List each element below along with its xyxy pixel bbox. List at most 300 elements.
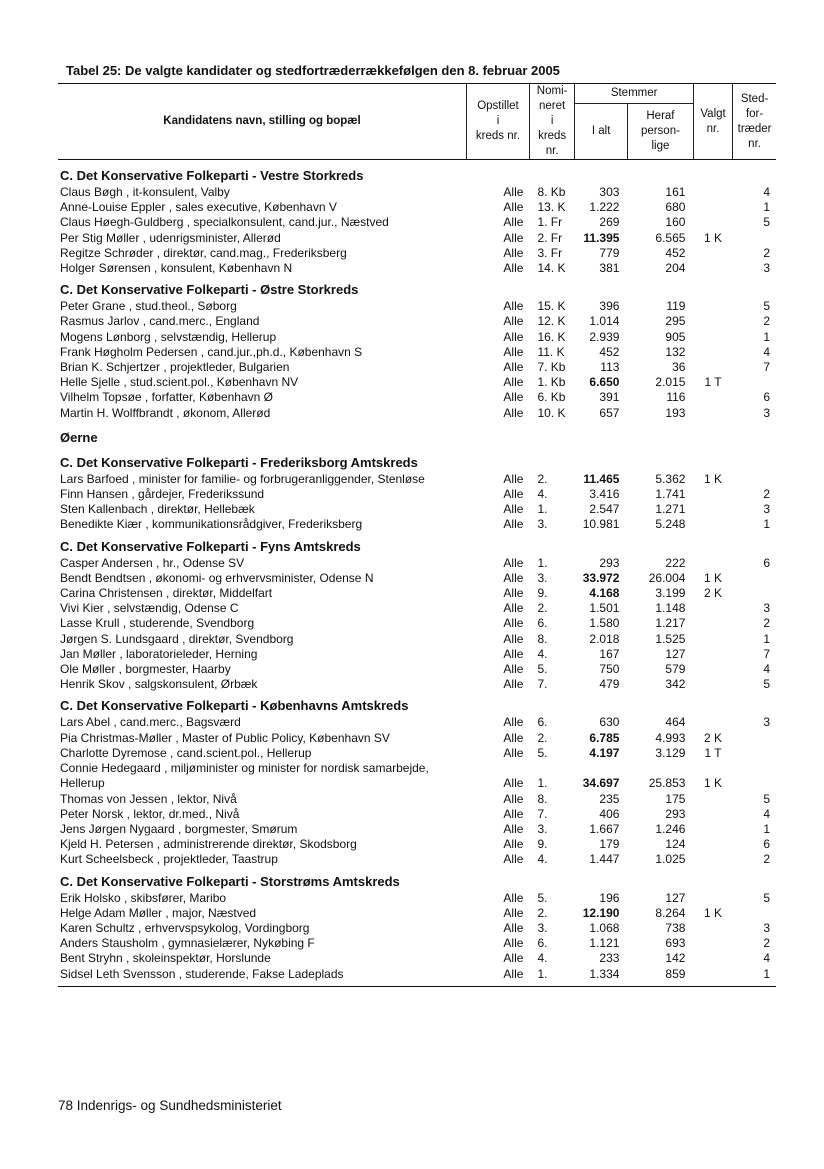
stedfortraeder-cell: 4 [763,344,770,359]
stedfortraeder-cell: 2 [763,936,770,951]
stedfortraeder-cell: 4 [763,806,770,821]
party-heading: C. Det Konservative Folkeparti - Østre Storkreds [60,282,359,298]
opstillet-cell: Alle [503,261,524,276]
nomineret-cell: 9. [537,837,548,852]
votes-total-cell: 4.168 [589,586,620,601]
candidate-name-cell: Rasmus Jarlov , cand.merc., England [60,314,260,329]
stedfortraeder-cell: 1 [763,821,770,836]
candidate-row [58,746,776,761]
votes-personal-cell: 1.741 [655,487,686,502]
candidate-name-cell: Regitze Schrøder , direktør, cand.mag., Frederiksberg [60,245,347,260]
votes-total-cell: 406 [599,806,620,821]
votes-personal-cell: 1.148 [655,601,686,616]
party-heading-row [58,692,776,715]
opstillet-cell: Alle [503,360,524,375]
opstillet-cell [467,761,530,776]
votes-total-cell: 303 [599,185,620,199]
votes-total-cell: 381 [599,261,620,276]
valgt-cell [693,406,732,421]
nomineret-cell: 3. [537,920,548,935]
candidate-name-cell: Vivi Kier , selvstændig, Odense C [60,601,239,616]
valgt-cell: 1 K [704,570,723,585]
valgt-cell [693,792,732,807]
opstillet-cell: Alle [503,471,524,486]
stedfortraeder-cell: 2 [763,852,770,867]
candidate-name-cell: Claus Høegh-Guldberg , specialkonsulent, cand.jur., Næstved [60,215,389,230]
candidate-name-cell: Karen Schultz , erhvervspsykolog, Vordingborg [60,920,310,935]
valgt-cell: 1 T [704,745,722,760]
candidate-row [58,556,776,571]
stedfortraeder-cell: 3 [763,502,770,517]
valgt-cell [693,200,732,215]
votes-personal-cell: 161 [665,185,686,199]
stedfortraeder-cell: 5 [763,299,770,314]
votes-personal-cell: 127 [665,646,686,661]
candidate-row [58,731,776,746]
valgt-cell [693,185,732,200]
valgt-cell [693,967,732,982]
votes-personal-cell: 193 [665,405,686,420]
opstillet-cell: Alle [503,601,524,616]
opstillet-cell: Alle [503,791,524,806]
stedfortraeder-cell [733,375,776,390]
opstillet-cell: Alle [503,730,524,745]
votes-total-cell: 2.018 [589,631,620,646]
votes-personal-cell: 124 [665,837,686,852]
stedfortraeder-cell: 1 [763,200,770,215]
votes-total-cell: 750 [599,662,620,677]
candidate-name-cell: Charlotte Dyremose , cand.scient.pol., Hellerup [60,745,312,760]
opstillet-cell: Alle [503,215,524,230]
candidates-table [58,83,776,982]
valgt-cell: 1 K [704,905,723,920]
valgt-cell [693,936,732,951]
nomineret-cell: 2. [537,730,548,745]
nomineret-cell: 5. [537,745,548,760]
nomineret-cell [529,761,574,776]
valgt-cell: 1 K [704,230,723,245]
votes-personal-cell: 119 [666,299,686,314]
candidate-name-cell: Brian K. Schjertzer , projektleder, Bulgarien [60,360,290,375]
votes-personal-cell: 295 [665,314,686,329]
bottom-rule [58,986,776,987]
opstillet-cell: Alle [503,905,524,920]
candidate-name-cell: Sten Kallenbach , direktør, Hellebæk [60,502,255,517]
opstillet-cell: Alle [503,314,524,329]
votes-total-cell: 179 [599,837,620,852]
candidate-row [58,837,776,852]
candidate-name-cell: Carina Christensen , direktør, Middelfart [60,586,273,601]
votes-total-cell: 1.667 [589,821,620,836]
stedfortraeder-cell: 2 [763,314,770,329]
nomineret-cell: 6. Kb [537,390,566,405]
nomineret-cell: 6. [537,616,548,631]
opstillet-cell: Alle [503,390,524,405]
candidate-name-cell: Sidsel Leth Svensson , studerende, Fakse Ladeplads [60,966,344,981]
candidate-row [58,345,776,360]
candidate-name-cell: Holger Sørensen , konsulent, København N [60,261,293,276]
candidate-row [58,406,776,421]
votes-personal-cell: 204 [665,261,686,276]
votes-personal-cell: 8.264 [655,905,686,920]
table-header [58,84,776,160]
stedfortraeder-cell: 5 [763,215,770,230]
candidate-row [58,906,776,921]
opstillet-cell: Alle [503,890,524,905]
region-heading: Øerne [60,429,98,445]
candidate-name-cell: Kjeld H. Petersen , administrerende direktør, Skodsborg [60,837,357,852]
candidate-row [58,792,776,807]
votes-personal-cell: 859 [665,966,686,981]
valgt-cell [693,556,732,571]
stedfortraeder-cell [733,906,776,921]
votes-personal-cell: 5.248 [655,517,686,532]
candidate-name-cell: Pia Christmas-Møller , Master of Public Policy, København SV [60,730,390,745]
nomineret-cell: 16. K [537,329,566,344]
valgt-cell [693,517,732,532]
votes-total-cell: 167 [599,646,620,661]
opstillet-cell: Alle [503,662,524,677]
votes-total-cell: 452 [599,344,620,359]
opstillet-cell: Alle [503,715,524,730]
candidate-name-cell: Bendt Bendtsen , økonomi- og erhvervsminister, Odense N [60,570,374,585]
candidate-row [58,616,776,631]
votes-total-cell: 4.197 [589,745,620,760]
candidate-row [58,299,776,314]
valgt-cell [693,807,732,822]
opstillet-cell: Alle [503,344,524,359]
opstillet-cell: Alle [503,806,524,821]
valgt-cell [693,261,732,276]
stedfortraeder-cell: 7 [763,360,770,375]
stedfortraeder-cell: 3 [763,405,770,420]
valgt-cell [693,601,732,616]
stedfortraeder-cell [733,776,776,791]
candidate-row [58,921,776,936]
stedfortraeder-cell: 6 [763,837,770,852]
header-name: Kandidatens navn, stilling og bopæl [58,84,467,160]
votes-personal-cell: 142 [665,951,686,966]
votes-total-cell: 2.939 [589,329,620,344]
nomineret-cell: 8. Kb [537,185,566,199]
header-stedfortraeder: Sted- for- træder nr. [733,84,776,160]
valgt-cell: 1 K [704,471,723,486]
valgt-cell [693,360,732,375]
votes-total-cell: 391 [599,390,620,405]
party-heading-row [58,533,776,556]
candidate-name-cell: Casper Andersen , hr., Odense SV [60,555,245,570]
votes-personal-cell: 464 [665,715,686,730]
candidate-name-cell: Per Stig Møller , udenrigsminister, Allerød [60,230,281,245]
stedfortraeder-cell: 6 [763,390,770,405]
nomineret-cell: 3. [537,570,548,585]
nomineret-cell: 1. [537,502,548,517]
votes-total-cell: 33.972 [582,570,620,585]
votes-total-cell: 396 [599,299,620,314]
party-heading-row [58,160,776,186]
votes-personal-cell: 160 [665,215,686,230]
candidate-name-cell: Erik Holsko , skibsfører, Maribo [60,890,227,905]
stedfortraeder-cell: 3 [763,920,770,935]
candidate-name-cell: Lasse Krull , studerende, Svendborg [60,616,255,631]
candidate-name-cell: Mogens Lønborg , selvstændig, Hellerup [60,329,277,344]
votes-total-cell: 630 [599,715,620,730]
stedfortraeder-cell [733,761,776,776]
nomineret-cell: 1. Fr [537,215,563,230]
votes-total-cell: 11.395 [583,230,620,245]
valgt-cell [693,891,732,906]
opstillet-cell: Alle [503,936,524,951]
nomineret-cell: 11. K [537,344,565,359]
votes-total-cell: 1.447 [589,852,620,867]
opstillet-cell: Alle [503,517,524,532]
stedfortraeder-cell: 2 [763,487,770,502]
votes-personal-cell: 116 [666,390,686,405]
votes-personal-cell: 36 [672,360,686,375]
nomineret-cell: 8. [537,631,548,646]
nomineret-cell: 13. K [537,200,566,215]
header-ialt: I alt [575,103,628,160]
candidate-row [58,200,776,215]
candidate-name-cell: Frank Høgholm Pedersen , cand.jur.,ph.d., København S [60,344,363,359]
valgt-cell [693,647,732,662]
stedfortraeder-cell: 4 [763,951,770,966]
votes-total-cell: 6.650 [589,375,620,390]
candidate-name-cell: Kurt Scheelsbeck , projektleder, Taastrup [60,852,278,867]
votes-total-cell: 196 [599,890,620,905]
candidate-row [58,487,776,502]
votes-personal-cell: 4.993 [655,730,686,745]
candidate-row [58,502,776,517]
nomineret-cell: 12. K [537,314,566,329]
opstillet-cell: Alle [503,646,524,661]
candidate-row [58,314,776,329]
votes-personal-cell [627,761,693,776]
stedfortraeder-cell: 1 [763,329,770,344]
stedfortraeder-cell [733,586,776,601]
candidate-name-cell: Finn Hansen , gårdejer, Frederikssund [60,487,265,502]
nomineret-cell: 5. [537,662,548,677]
nomineret-cell: 5. [537,890,548,905]
valgt-cell [693,632,732,647]
votes-personal-cell: 579 [665,662,686,677]
votes-total-cell: 1.501 [589,601,620,616]
candidate-row [58,967,776,982]
valgt-cell: 1 T [704,375,722,390]
valgt-cell [693,299,732,314]
votes-total-cell: 233 [599,951,620,966]
stedfortraeder-cell [733,231,776,246]
candidate-row [58,246,776,261]
header-valgt: Valgt nr. [693,84,732,160]
opstillet-cell: Alle [503,487,524,502]
votes-total-cell: 779 [599,245,620,260]
nomineret-cell: 7. Kb [537,360,566,375]
candidate-name-cell: Lars Barfoed , minister for familie- og forbrugeranliggender, Stenløse [60,471,425,486]
nomineret-cell: 1. [537,776,548,791]
candidate-row [58,776,776,791]
candidate-row [58,390,776,405]
votes-total-cell: 10.981 [582,517,620,532]
votes-total-cell: 34.697 [582,776,620,791]
opstillet-cell: Alle [503,245,524,260]
nomineret-cell: 3. Fr [537,245,563,260]
valgt-cell [693,852,732,867]
party-heading: C. Det Konservative Folkeparti - Københavns Amtskreds [60,698,409,714]
header-opstillet: Opstillet i kreds nr. [467,84,530,160]
nomineret-cell: 4. [537,487,548,502]
candidate-name-cell: Claus Bøgh , it-konsulent, Valby [60,185,230,199]
opstillet-cell: Alle [503,616,524,631]
table-title: Tabel 25: De valgte kandidater og stedfortræderrækkefølgen den 8. februar 2005 [66,63,560,78]
nomineret-cell: 1. Kb [537,375,566,390]
nomineret-cell: 2. [537,905,548,920]
nomineret-cell: 6. [537,936,548,951]
stedfortraeder-cell: 3 [763,715,770,730]
candidate-row [58,822,776,837]
candidate-row [58,231,776,246]
stedfortraeder-cell [733,571,776,586]
candidate-name-cell: Helge Adam Møller , major, Næstved [60,905,257,920]
stedfortraeder-cell: 5 [763,791,770,806]
nomineret-cell: 7. [537,806,548,821]
votes-personal-cell: 26.004 [648,570,686,585]
opstillet-cell: Alle [503,570,524,585]
opstillet-cell: Alle [503,185,524,199]
candidate-name-cell: Thomas von Jessen , lektor, Nivå [60,791,237,806]
candidate-name-cell: Bent Stryhn , skoleinspektør, Horslunde [60,951,271,966]
votes-total-cell: 1.334 [589,966,620,981]
opstillet-cell: Alle [503,852,524,867]
votes-total-cell: 657 [599,405,620,420]
candidate-name-cell: Henrik Skov , salgskonsulent, Ørbæk [60,677,258,692]
valgt-cell [693,715,732,730]
stedfortraeder-cell: 4 [763,185,770,199]
valgt-cell: 1 K [704,776,723,791]
votes-personal-cell: 1.271 [655,502,686,517]
votes-total-cell: 113 [600,360,620,375]
party-heading-row [58,868,776,891]
header-nomineret: Nomi- neret i kreds nr. [529,84,574,160]
candidate-row [58,891,776,906]
nomineret-cell: 6. [537,715,548,730]
votes-personal-cell: 1.246 [655,821,686,836]
votes-total-cell: 1.222 [589,200,620,215]
votes-total-cell: 1.014 [589,314,620,329]
candidate-row [58,360,776,375]
region-heading-row [58,421,776,449]
votes-personal-cell: 342 [665,677,686,692]
candidate-row [58,571,776,586]
nomineret-cell: 10. K [537,405,566,420]
votes-total-cell: 269 [599,215,620,230]
stedfortraeder-cell: 2 [763,245,770,260]
votes-personal-cell: 5.362 [655,471,686,486]
votes-total-cell: 11.465 [583,471,620,486]
party-heading: C. Det Konservative Folkeparti - Vestre Storkreds [60,168,364,183]
votes-personal-cell: 222 [665,555,686,570]
nomineret-cell: 15. K [537,299,566,314]
opstillet-cell: Alle [503,230,524,245]
valgt-cell [693,215,732,230]
stedfortraeder-cell: 6 [763,555,770,570]
nomineret-cell: 4. [537,951,548,966]
candidate-name-cell: Peter Grane , stud.theol., Søborg [60,299,237,314]
candidate-name-cell: Peter Norsk , lektor, dr.med., Nivå [60,806,240,821]
candidate-row [58,261,776,276]
opstillet-cell: Alle [503,677,524,692]
votes-total-cell: 235 [599,791,620,806]
votes-total-cell: 1.121 [589,936,620,951]
votes-personal-cell: 693 [665,936,686,951]
nomineret-cell: 3. [537,821,548,836]
candidate-name-cell: Helle Sjelle , stud.scient.pol., København NV [60,375,299,390]
candidate-row [58,185,776,200]
opstillet-cell: Alle [503,837,524,852]
opstillet-cell: Alle [503,329,524,344]
candidate-row [58,517,776,532]
votes-personal-cell: 6.565 [655,230,686,245]
page-footer: 78 Indenrigs- og Sundhedsministeriet [58,1098,282,1113]
valgt-cell [693,822,732,837]
valgt-cell [693,951,732,966]
votes-personal-cell: 905 [665,329,686,344]
party-heading: C. Det Konservative Folkeparti - Fyns Amtskreds [60,538,361,554]
candidate-name-cell: Anne-Louise Eppler , sales executive, København V [60,200,337,215]
nomineret-cell: 4. [537,646,548,661]
candidate-row [58,761,776,776]
candidate-name-cell: Connie Hedegaard , miljøminister og minister for nordisk samarbejde, [60,761,429,776]
candidate-row [58,807,776,822]
valgt-cell [693,502,732,517]
stedfortraeder-cell: 4 [763,662,770,677]
candidate-row [58,951,776,966]
opstillet-cell: Alle [503,920,524,935]
votes-total-cell: 1.068 [589,920,620,935]
valgt-cell [693,662,732,677]
votes-personal-cell: 3.199 [655,586,686,601]
votes-total-cell: 479 [599,677,620,692]
opstillet-cell: Alle [503,631,524,646]
candidate-row [58,375,776,390]
table-body [58,160,776,982]
valgt-cell [693,345,732,360]
candidate-name-cell: Jens Jørgen Nygaard , borgmester, Smørum [60,821,298,836]
party-heading: C. Det Konservative Folkeparti - Frederiksborg Amtskreds [60,454,418,470]
nomineret-cell: 1. [537,555,548,570]
votes-personal-cell: 132 [665,344,686,359]
candidate-row [58,330,776,345]
opstillet-cell: Alle [503,375,524,390]
nomineret-cell: 14. K [537,261,566,276]
valgt-cell [693,921,732,936]
votes-personal-cell: 2.015 [655,375,686,390]
votes-total-cell: 293 [599,555,620,570]
stedfortraeder-cell: 3 [763,601,770,616]
opstillet-cell: Alle [503,966,524,981]
candidate-name-cell: Jørgen S. Lundsgaard , direktør, Svendborg [60,631,294,646]
votes-personal-cell: 25.853 [648,776,686,791]
nomineret-cell: 1. [537,966,548,981]
opstillet-cell: Alle [503,555,524,570]
nomineret-cell: 8. [537,791,548,806]
nomineret-cell: 9. [537,586,548,601]
candidate-row [58,601,776,616]
votes-personal-cell: 680 [665,200,686,215]
nomineret-cell: 3. [537,517,548,532]
opstillet-cell: Alle [503,951,524,966]
valgt-cell [693,616,732,631]
